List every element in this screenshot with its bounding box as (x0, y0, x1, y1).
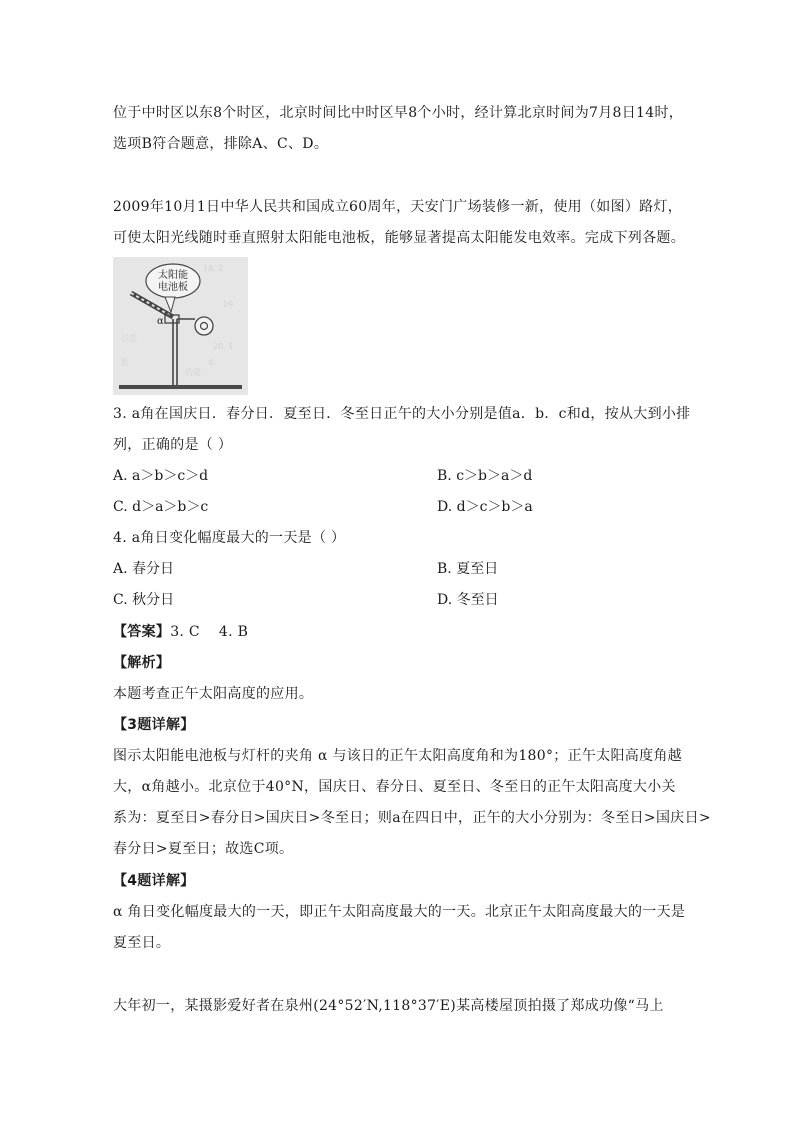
paragraph-line: 可使太阳光线随时垂直照射太阳能电池板，能够显著提高太阳能发电效率。完成下列各题。 (113, 230, 685, 246)
svg-text:系: 系 (121, 358, 129, 367)
svg-text:19: 19 (223, 300, 234, 309)
paragraph-line: 选项B符合题意，排除A、C、D。 (113, 136, 329, 152)
question-3-stem: 3. a角在国庆日．春分日．夏至日．冬至日正午的大小分别是值a．b．c和d，按从大到小排 (113, 406, 691, 422)
solar-streetlight-figure (113, 257, 248, 395)
detail-4-label: 【4题详解】 (113, 873, 195, 889)
answer-label: 【答案】 (113, 624, 171, 640)
answer-text: 3. C 4. B (170, 624, 249, 640)
question-4-stem: 4. a角日变化幅度最大的一天是（ ） (113, 530, 346, 546)
question-3-stem-cont: 列，正确的是（ ） (113, 437, 233, 453)
detail-4-line: α 角日变化幅度最大的一天，即正午太阳高度最大的一天。北京正午太阳高度最大的一天是 (113, 904, 686, 920)
analysis-text: 本题考查正午太阳高度的应用。 (113, 686, 314, 702)
svg-text:①: ① (208, 358, 216, 367)
solar-streetlight-diagram (113, 257, 248, 395)
lamp-head (195, 317, 213, 335)
ground-line (119, 385, 242, 389)
bubble-label-line1: 太阳能 (158, 270, 188, 281)
svg-text:的是: 的是 (185, 368, 201, 377)
alpha-angle-label: α (157, 316, 164, 327)
detail-3-label: 【3题详解】 (113, 717, 195, 733)
detail-3-line: 大，α角越小。北京位于40°N，国庆日、春分日、夏至日、冬至日的正午太阳高度大小关 (113, 779, 676, 795)
detail-4-line: 夏至日。 (113, 935, 171, 951)
q3-option-d: D. d＞c＞b＞a (437, 499, 533, 515)
q4-option-c: C. 秋分日 (113, 592, 175, 608)
next-question-line: 大年初一，某摄影爱好者在泉州(24°52′N,118°37′E)某高楼屋顶拍摄了郑成功像“马上 (113, 998, 664, 1014)
q4-option-d: D. 冬至日 (437, 592, 499, 608)
detail-3-line: 图示太阳能电池板与灯杆的夹角 α 与该日的正午太阳高度角和为180°；正午太阳高度角越 (113, 748, 682, 764)
q4-option-a: A. 春分日 (113, 561, 175, 577)
q4-option-b: B. 夏至日 (437, 561, 499, 577)
detail-3-line: 春分日>夏至日；故选C项。 (113, 841, 294, 857)
q3-option-c: C. d＞a＞b＞c (113, 499, 209, 515)
answer-line (113, 622, 248, 642)
q3-option-b: B. c＞b＞a＞d (437, 468, 533, 484)
paragraph-line: 位于中时区以东8个时区，北京时间比中时区早8个小时，经计算北京时间为7月8日14时， (113, 105, 684, 121)
paragraph-line: 2009年10月1日中华人民共和国成立60周年，天安门广场装修一新，使用（如图）路灯， (113, 199, 683, 215)
svg-text:20. 1: 20. 1 (213, 342, 234, 351)
svg-text:以低: 以低 (121, 334, 137, 343)
bubble-label-line2: 电池板 (158, 282, 188, 293)
analysis-label: 【解析】 (113, 655, 171, 671)
svg-text:18. 2: 18. 2 (203, 264, 224, 273)
detail-3-line: 系为：夏至日>春分日>国庆日>冬至日；则a在四日中，正午的大小分别为：冬至日>国庆日> (113, 810, 711, 826)
q3-option-a: A. a＞b＞c＞d (113, 468, 209, 484)
